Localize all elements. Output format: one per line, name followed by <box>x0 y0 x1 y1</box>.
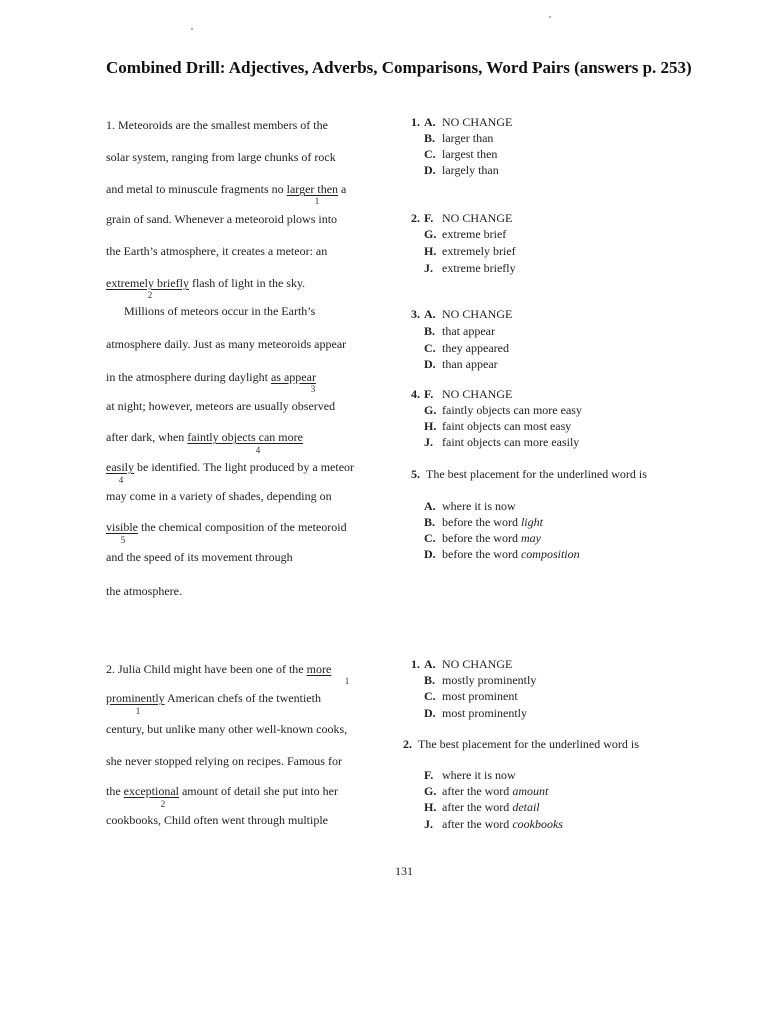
passage-line: atmosphere daily. Just as many meteoroids appear <box>106 337 347 351</box>
option-letter: A. <box>424 307 436 321</box>
question-marker: 3 <box>310 384 316 394</box>
option-text: NO CHANGE <box>442 211 513 225</box>
passage-line <box>106 370 316 385</box>
option-letter: A. <box>424 115 436 129</box>
passage-line <box>106 460 354 475</box>
answer-option[interactable] <box>400 784 548 799</box>
passage-text: and metal to minuscule fragments no <box>106 182 287 196</box>
option-text: after the word <box>442 800 513 814</box>
answer-option[interactable] <box>400 387 512 402</box>
option-letter: J. <box>424 435 433 449</box>
answer-option[interactable] <box>400 115 512 130</box>
option-letter: H. <box>424 244 437 258</box>
option-text: NO CHANGE <box>442 387 513 401</box>
page-number: 131 <box>395 864 413 878</box>
option-letter: G. <box>424 403 437 417</box>
option-text: before the word <box>442 547 521 561</box>
option-letter: B. <box>424 673 436 687</box>
option-letter: A. <box>424 499 436 513</box>
passage-line <box>106 662 331 677</box>
underlined-phrase: larger then <box>286 182 339 196</box>
answer-option[interactable] <box>400 163 499 178</box>
option-word: cookbooks <box>512 817 563 831</box>
answer-option[interactable] <box>400 227 506 242</box>
option-letter: B. <box>424 131 436 145</box>
passage-text: the chemical composition of the meteoroid <box>138 520 347 534</box>
underlined-phrase: visible <box>106 520 138 534</box>
passage-line <box>106 784 338 799</box>
option-text: faint objects can most easy <box>442 419 572 433</box>
scan-speck <box>191 28 193 30</box>
option-text: mostly prominently <box>442 673 537 687</box>
option-letter: D. <box>424 706 436 720</box>
passage-line: she never stopped relying on recipes. Famous for <box>106 754 342 768</box>
option-letter: H. <box>424 800 437 814</box>
option-letter: F. <box>424 211 434 225</box>
passage-text: amount of detail she put into her <box>178 784 338 798</box>
option-text: than appear <box>442 357 498 371</box>
question-number: 2. <box>411 211 420 225</box>
option-letter: J. <box>424 817 433 831</box>
underlined-phrase: exceptional <box>123 784 179 798</box>
answer-option[interactable] <box>400 419 571 434</box>
answer-option[interactable] <box>400 800 540 815</box>
question-marker: 1 <box>344 676 350 686</box>
passage-line <box>106 182 346 197</box>
underlined-phrase: more <box>306 662 332 676</box>
option-text: largely than <box>442 163 499 177</box>
question-number: 5. <box>411 467 420 481</box>
answer-option[interactable] <box>400 547 580 562</box>
prompt-text: The best placement for the underlined word is <box>426 467 647 481</box>
underlined-phrase: faintly objects can more <box>187 430 303 444</box>
passage-line: the atmosphere. <box>106 584 182 598</box>
option-text: largest then <box>442 147 498 161</box>
question-marker: 2 <box>160 799 166 809</box>
passage-text: a <box>338 182 347 196</box>
option-letter: G. <box>424 227 437 241</box>
answer-option[interactable] <box>400 261 516 276</box>
answer-option[interactable] <box>400 403 582 418</box>
answer-option[interactable] <box>400 499 516 514</box>
option-word: composition <box>520 547 580 561</box>
passage-text: 2. Julia Child might have been one of the <box>106 662 307 676</box>
option-text: where it is now <box>442 499 516 513</box>
answer-option[interactable] <box>400 131 493 146</box>
option-letter: B. <box>424 515 436 529</box>
option-text: extremely brief <box>442 244 516 258</box>
option-letter: B. <box>424 324 436 338</box>
question-number: 1. <box>411 657 420 671</box>
passage-line: 1. Meteoroids are the smallest members of the <box>106 118 328 132</box>
option-letter: A. <box>424 657 436 671</box>
option-text: that appear <box>442 324 495 338</box>
passage-line: at night; however, meteors are usually observed <box>106 399 336 413</box>
option-text: larger than <box>442 131 494 145</box>
answer-option[interactable] <box>400 435 579 450</box>
answer-option[interactable] <box>400 341 509 356</box>
passage-line: the Earth’s atmosphere, it creates a meteor: an <box>106 244 328 258</box>
answer-option[interactable] <box>400 817 563 832</box>
question-marker: 4 <box>118 475 124 485</box>
option-letter: C. <box>424 531 436 545</box>
option-word: may <box>520 531 541 545</box>
option-letter: F. <box>424 387 434 401</box>
answer-option[interactable] <box>400 689 518 704</box>
passage-line: may come in a variety of shades, depending on <box>106 489 332 503</box>
option-letter: G. <box>424 784 437 798</box>
answer-option[interactable] <box>400 531 541 546</box>
option-word: amount <box>512 784 549 798</box>
passage-text: in the atmosphere during daylight <box>106 370 271 384</box>
passage-line <box>106 520 347 535</box>
option-text: they appeared <box>442 341 509 355</box>
passage-text: flash of light in the sky. <box>188 276 306 290</box>
option-letter: D. <box>424 547 436 561</box>
passage-line: Millions of meteors occur in the Earth’s <box>124 304 316 318</box>
option-text: most prominent <box>442 689 518 703</box>
underlined-phrase: extremely briefly <box>106 276 189 290</box>
passage-line: grain of sand. Whenever a meteoroid plows into <box>106 212 338 226</box>
answer-option[interactable] <box>400 706 527 721</box>
answer-option[interactable] <box>400 657 512 672</box>
option-text: after the word <box>442 817 513 831</box>
answer-option[interactable] <box>400 357 498 372</box>
answer-option[interactable] <box>400 244 516 259</box>
passage-line <box>106 430 303 445</box>
option-letter: C. <box>424 147 436 161</box>
option-letter: H. <box>424 419 437 433</box>
option-text: after the word <box>442 784 513 798</box>
option-text: NO CHANGE <box>442 657 513 671</box>
passage-text: the <box>106 784 124 798</box>
passage-line: solar system, ranging from large chunks of rock <box>106 150 336 164</box>
answer-option[interactable] <box>400 211 512 226</box>
scan-speck <box>549 16 551 18</box>
question-prompt <box>403 737 639 752</box>
passage-line <box>106 276 305 291</box>
question-number: 2. <box>403 737 412 751</box>
passage-text: be identified. The light produced by a meteor <box>134 460 355 474</box>
answer-option[interactable] <box>400 307 512 322</box>
question-number: 4. <box>411 387 420 401</box>
option-text: NO CHANGE <box>442 307 513 321</box>
question-marker: 5 <box>120 535 126 545</box>
option-letter: C. <box>424 341 436 355</box>
question-number: 3. <box>411 307 420 321</box>
answer-option[interactable] <box>400 515 543 530</box>
option-letter: D. <box>424 163 436 177</box>
answer-option[interactable] <box>400 324 495 339</box>
option-text: before the word <box>442 515 521 529</box>
underlined-phrase: easily <box>106 460 134 474</box>
option-letter: C. <box>424 689 436 703</box>
passage-line <box>106 691 321 706</box>
option-text: faint objects can more easily <box>442 435 580 449</box>
page-title: Combined Drill: Adjectives, Adverbs, Comparisons, Word Pairs (answers p. 253) <box>106 58 692 77</box>
option-letter: D. <box>424 357 436 371</box>
answer-option[interactable] <box>400 768 516 783</box>
option-text: NO CHANGE <box>442 115 513 129</box>
underlined-phrase: prominently <box>106 691 165 705</box>
option-text: faintly objects can more easy <box>442 403 582 417</box>
question-prompt <box>411 467 647 482</box>
question-number: 1. <box>411 115 420 129</box>
option-text: most prominently <box>442 706 527 720</box>
option-text: extreme brief <box>442 227 507 241</box>
answer-option[interactable] <box>400 673 536 688</box>
question-marker: 1 <box>314 196 320 206</box>
passage-text: American chefs of the twentieth <box>164 691 321 705</box>
passage-line: and the speed of its movement through <box>106 550 293 564</box>
question-marker: 1 <box>135 706 141 716</box>
option-text: before the word <box>442 531 521 545</box>
option-letter: J. <box>424 261 433 275</box>
option-letter: F. <box>424 768 434 782</box>
question-marker: 2 <box>147 290 153 300</box>
option-word: light <box>520 515 543 529</box>
option-text: where it is now <box>442 768 516 782</box>
option-word: detail <box>512 800 540 814</box>
option-text: extreme briefly <box>442 261 516 275</box>
passage-line: century, but unlike many other well-known cooks, <box>106 722 348 736</box>
passage-line: cookbooks, Child often went through multiple <box>106 813 328 827</box>
question-marker: 4 <box>255 445 261 455</box>
answer-option[interactable] <box>400 147 497 162</box>
prompt-text: The best placement for the underlined word is <box>418 737 639 751</box>
underlined-phrase: as appear <box>270 370 316 384</box>
passage-text: after dark, when <box>106 430 188 444</box>
